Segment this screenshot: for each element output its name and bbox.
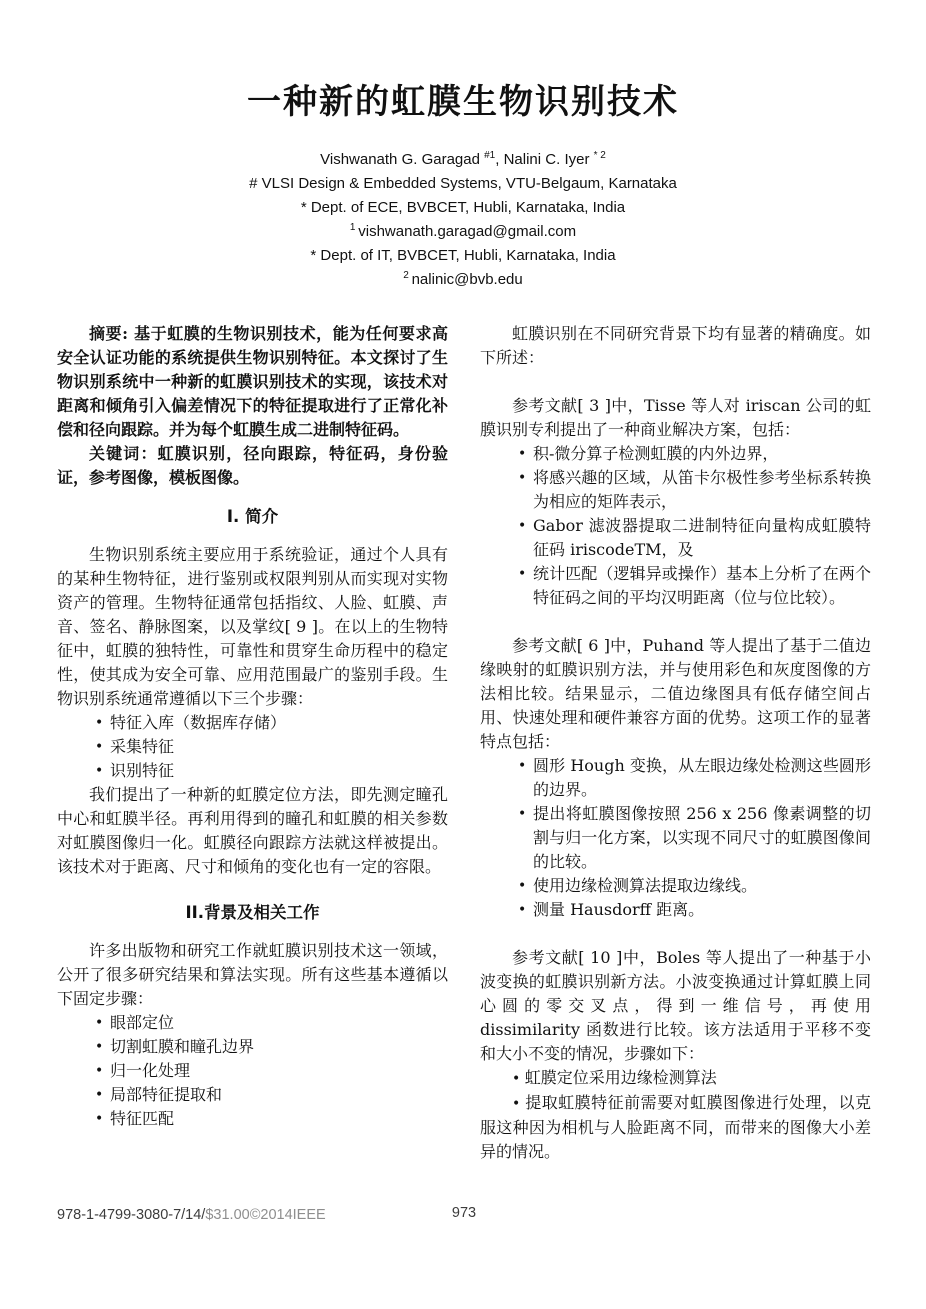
reference-3-paragraph: 参考文献[ 3 ]中，Tisse 等人对 iriscan 公司的虹膜识别专利提出了一种商业解决方案，包括： [480, 396, 871, 439]
section-heading-background: II.背景及相关工作 [185, 903, 320, 922]
list-item: • 测量 Hausdorff 距离。 [518, 898, 871, 922]
list-item: • 采集特征 [95, 735, 448, 759]
reference-10-step-2 [480, 1091, 871, 1164]
related-work-paragraph: 许多出版物和研究工作就虹膜识别技术这一领域，公开了很多研究结果和算法实现。所有这些基本遵循以下固定步骤： [57, 941, 448, 1008]
author-names [0, 148, 926, 172]
author-email-2 [0, 268, 926, 292]
list-item: • 积-微分算子检测虹膜的内外边界， [518, 442, 871, 466]
email-1-address: vishwanath.garagad@gmail.com [358, 223, 577, 240]
author-name-1: Vishwanath G. Garagad [320, 151, 485, 168]
introduction-paragraph-2: 我们提出了一种新的虹膜定位方法，即先测定瞳孔中心和虹膜半径。再利用得到的瞳孔和虹膜的相关参数对虹膜图像归一化。虹膜径向跟踪方法就这样被提出。该技术对于距离、尺寸和倾角的变化也有一定的容限。 [57, 785, 448, 876]
author-affiliation-2: * Dept. of ECE, BVBCET, Hubli, Karnataka, India [300, 199, 626, 216]
reference-10-paragraph: 参考文献[ 10 ]中，Boles 等人提出了一种基于小波变换的虹膜识别新方法。小波变换通过计算虹膜上同心圆的零交叉点，得到一维信号，再使用 dissimilarity 函数进行比较。该方法适用于平移不变和大小不变的情况，步骤如下： [480, 948, 871, 1063]
right-column [480, 322, 871, 1164]
author-name-2-superscript: * 2 [593, 150, 606, 161]
author-name-2: Nalini C. Iyer [503, 151, 594, 168]
author-name-separator: , [495, 151, 504, 168]
fixed-steps-list [57, 1011, 448, 1131]
page-number: 973 [451, 1205, 477, 1221]
paper-title: 一种新的虹膜生物识别技术 [247, 82, 679, 122]
bullet-icon [512, 1068, 525, 1087]
reference-6-paragraph: 参考文献[ 6 ]中，Puhand 等人提出了基于二值边缘映射的虹膜识别方法，并与使用彩色和灰度图像的方法相比较。结果显示，二值边缘图具有低存储空间占用、快速处理和硬件兼容方面的优势。这项工作的显著特点包括： [480, 636, 871, 751]
reference-6-list [480, 754, 871, 922]
keywords-paragraph: 关键词：虹膜识别，径向跟踪，特征码，身份验证，参考图像，模板图像。 [57, 444, 448, 487]
list-item: • 眼部定位 [95, 1011, 448, 1035]
isbn-text: 978-1-4799-3080-7/14/ [57, 1207, 206, 1223]
list-item: • 归一化处理 [95, 1059, 448, 1083]
list-item: • 统计匹配（逻辑异或操作）基本上分析了在两个特征码之间的平均汉明距离（位与位比较）。 [518, 562, 871, 610]
list-item: • 特征匹配 [95, 1107, 448, 1131]
section-heading-introduction: I. 简介 [226, 507, 279, 526]
reference-3-list [480, 442, 871, 610]
list-item: • 特征入库（数据库存储） [95, 711, 448, 735]
author-affiliation-3: * Dept. of IT, BVBCET, Hubli, Karnataka, India [310, 247, 616, 264]
biometric-steps-list [57, 711, 448, 783]
list-item: • 圆形 Hough 变换，从左眼边缘处检测这些圆形的边界。 [518, 754, 871, 802]
copyright-text: $31.00©2014IEEE [205, 1207, 326, 1223]
list-item: • Gabor 滤波器提取二进制特征向量构成虹膜特征码 iriscodeTM，及 [518, 514, 871, 562]
list-item: • 局部特征提取和 [95, 1083, 448, 1107]
author-block [0, 148, 926, 292]
abstract-paragraph: 摘要: 基于虹膜的生物识别技术，能为任何要求高安全认证功能的系统提供生物识别特征。本文探讨了生物识别系统中一种新的虹膜识别技术的实现，该技术对距离和倾角引入偏差情况下的特征提取进行了正常化补偿和径向跟踪。并为每个虹膜生成二进制特征码。 [57, 324, 448, 439]
bullet-icon [512, 1093, 525, 1112]
introduction-paragraph-1: 生物识别系统主要应用于系统验证，通过个人具有的某种生物特征，进行鉴别或权限判别从而实现对实物资产的管理。生物特征通常包括指纹、人脸、虹膜、声音、签名、静脉图案，以及掌纹[ 9 ]。在以上的生物特征中，虹膜的独特性，可靠性和贯穿生命历程中的稳定性，使其成为安全可靠、应用范围最广的鉴别手段。生物识别系统通常遵循以下三个步骤： [57, 545, 448, 708]
list-item: • 将感兴趣的区域，从笛卡尔极性参考坐标系转换为相应的矩阵表示， [518, 466, 871, 514]
left-column [57, 322, 448, 1164]
list-item: • 切割虹膜和瞳孔边界 [95, 1035, 448, 1059]
author-email-1 [0, 220, 926, 244]
page-footer [57, 1203, 871, 1227]
email-1-superscript: 1 [349, 222, 359, 233]
list-item: • 识别特征 [95, 759, 448, 783]
author-name-1-superscript: #1 [484, 150, 496, 161]
reference-10-step-2-text: 提取虹膜特征前需要对虹膜图像进行处理，以克服这种因为相机与人脸距离不同，而带来的图像大小差异的情况。 [480, 1093, 871, 1161]
author-affiliation-1: # VLSI Design & Embedded Systems, VTU-Belgaum, Karnataka [249, 175, 677, 192]
list-item: • 提出将虹膜图像按照 256 x 256 像素调整的切割与归一化方案，以实现不同尺寸的虹膜图像间的比较。 [518, 802, 871, 874]
reference-10-step-1-text: 虹膜定位采用边缘检测算法 [524, 1068, 717, 1087]
accuracy-paragraph: 虹膜识别在不同研究背景下均有显著的精确度。如下所述： [480, 324, 871, 367]
two-column-body [57, 322, 871, 1164]
reference-10-step-1 [480, 1066, 871, 1091]
email-2-address: nalinic@bvb.edu [411, 271, 523, 288]
list-item: • 使用边缘检测算法提取边缘线。 [518, 874, 871, 898]
email-2-superscript: 2 [403, 270, 412, 281]
